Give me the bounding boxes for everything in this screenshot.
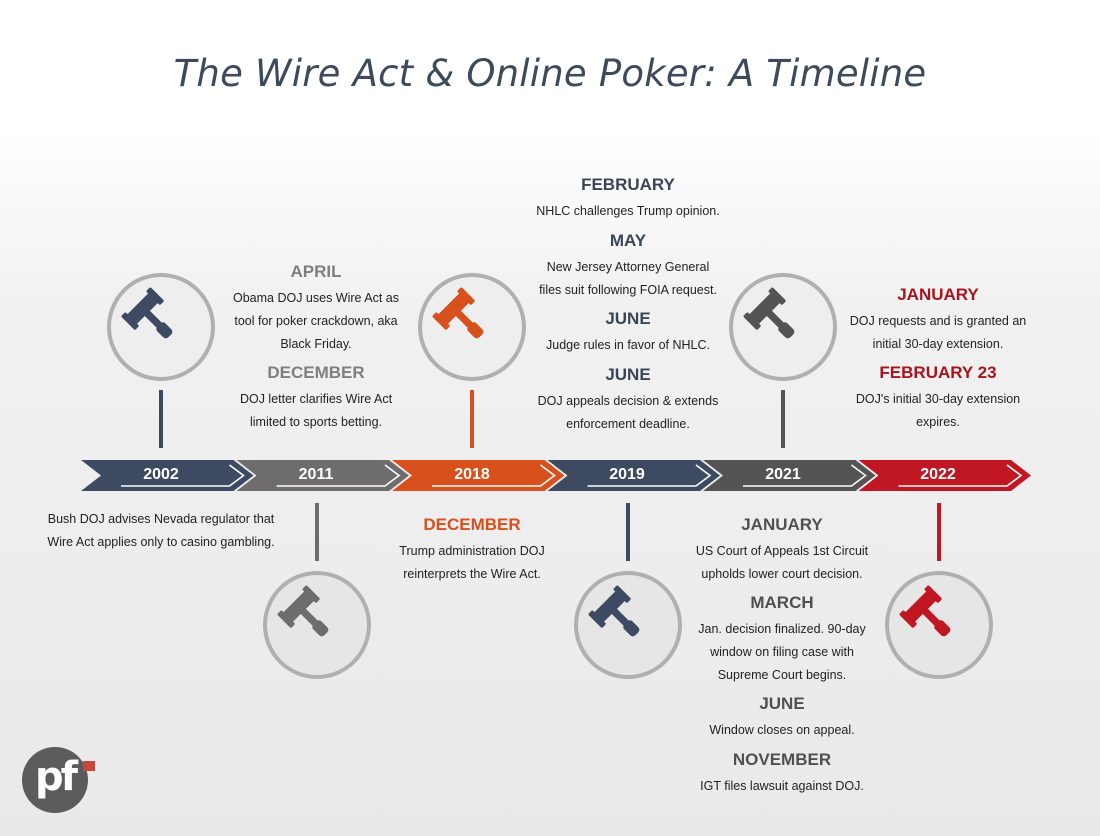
event-2019-june-month: JUNE bbox=[605, 309, 651, 328]
event-2021-march-text: Jan. decision finalized. 90-day window on filing case with Supreme Court begins. bbox=[698, 622, 866, 682]
stem-2022 bbox=[937, 503, 941, 561]
event-2021-january-month: JANUARY bbox=[741, 515, 823, 534]
gavel-circle-2022 bbox=[887, 573, 991, 677]
year-label-2019: 2019 bbox=[609, 466, 645, 483]
event-2019-february-text: NHLC challenges Trump opinion. bbox=[536, 204, 720, 218]
page-title: The Wire Act & Online Poker: A Timeline bbox=[173, 52, 927, 95]
event-2021-june-text: Window closes on appeal. bbox=[709, 723, 855, 737]
gavel-circle-2019 bbox=[576, 573, 680, 677]
event-2011-april-month: APRIL bbox=[290, 262, 342, 281]
event-2019-may-month: MAY bbox=[609, 231, 647, 250]
stem-2011 bbox=[315, 503, 319, 561]
event-2019-may-text: New Jersey Attorney General files suit following FOIA request. bbox=[539, 260, 717, 297]
event-2002-text: Bush DOJ advises Nevada regulator that Wire Act applies only to casino gambling. bbox=[47, 512, 275, 549]
pf-logo: pf bbox=[22, 747, 88, 813]
event-2022-january-text: DOJ requests and is granted an initial 30-day extension. bbox=[849, 314, 1027, 351]
event-2011-april-text: Obama DOJ uses Wire Act as tool for poker crackdown, aka Black Friday. bbox=[232, 291, 400, 351]
event-2021-january-text: US Court of Appeals 1st Circuit upholds lower court decision. bbox=[695, 544, 869, 581]
year-label-2021: 2021 bbox=[765, 466, 801, 483]
event-2022-january-month: JANUARY bbox=[897, 285, 979, 304]
gavel-circle-2011 bbox=[265, 573, 369, 677]
event-2022-february23-text: DOJ's initial 30-day extension expires. bbox=[855, 392, 1021, 429]
event-2021-november-month: NOVEMBER bbox=[732, 750, 832, 769]
stem-2021 bbox=[781, 390, 785, 448]
stem-2018 bbox=[470, 390, 474, 448]
year-label-2002: 2002 bbox=[143, 466, 179, 483]
stem-2019 bbox=[626, 503, 630, 561]
event-2011-december-month: DECEMBER bbox=[267, 363, 365, 382]
year-label-2022: 2022 bbox=[920, 466, 956, 483]
event-2021-june-month: JUNE bbox=[759, 694, 805, 713]
event-2019-june2-text: DOJ appeals decision & extends enforcement deadline. bbox=[537, 394, 719, 431]
event-2011-december-text: DOJ letter clarifies Wire Act limited to sports betting. bbox=[239, 392, 393, 429]
stem-2002 bbox=[159, 390, 163, 448]
logo-accent bbox=[83, 761, 95, 771]
event-2021-march-month: MARCH bbox=[750, 593, 814, 612]
event-2019-february-month: FEBRUARY bbox=[581, 175, 675, 194]
event-2018-december-month: DECEMBER bbox=[423, 515, 521, 534]
event-2018-december-text: Trump administration DOJ reinterprets the Wire Act. bbox=[399, 544, 545, 581]
event-2021-november-text: IGT files lawsuit against DOJ. bbox=[700, 779, 864, 793]
event-2019-june2-month: JUNE bbox=[605, 365, 651, 384]
event-2019-june-text: Judge rules in favor of NHLC. bbox=[546, 338, 710, 352]
event-2022-february23-month: FEBRUARY 23 bbox=[879, 363, 997, 382]
year-label-2011: 2011 bbox=[298, 466, 334, 483]
year-label-2018: 2018 bbox=[454, 466, 490, 483]
